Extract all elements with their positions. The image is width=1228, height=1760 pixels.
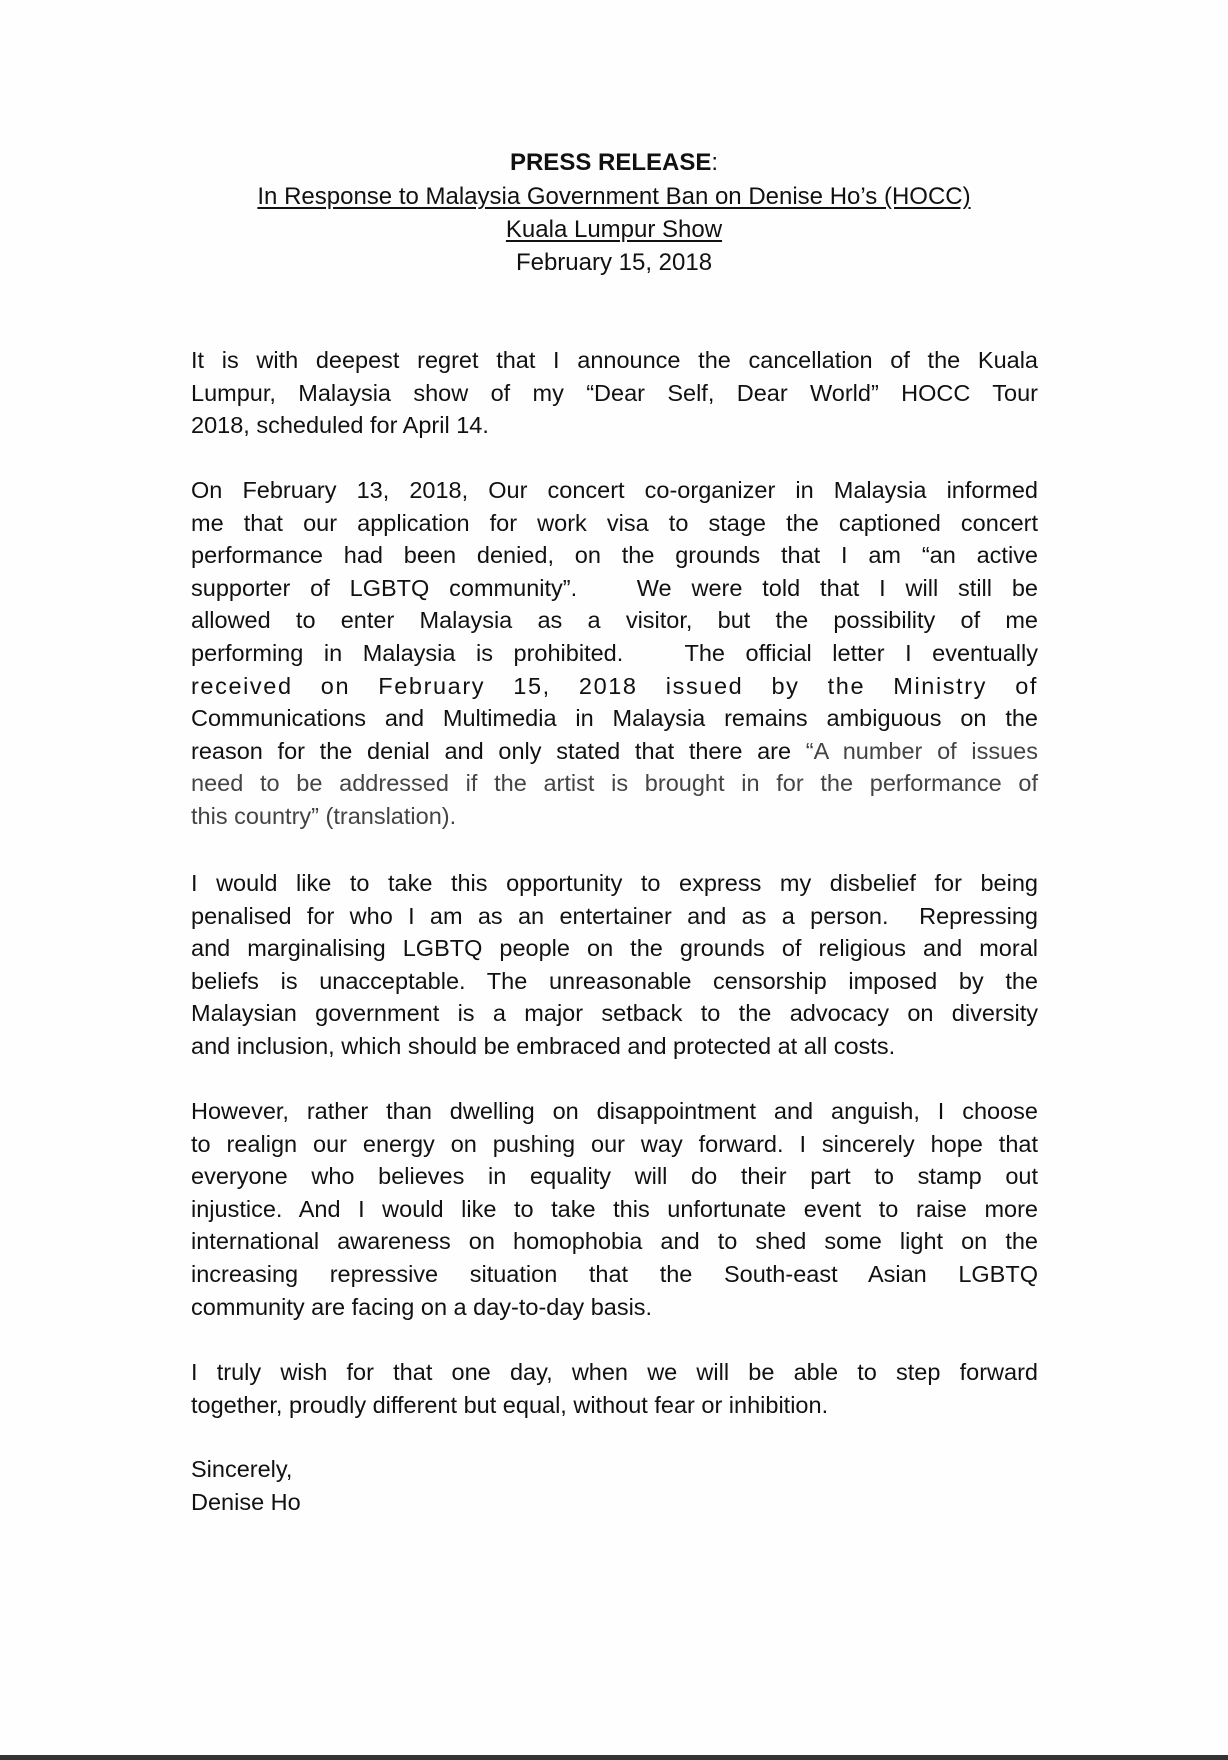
quoted-text-line: need to be addressed if the artist is brought in for the performance of: [191, 770, 1038, 797]
text-line: to realign our energy on pushing our way forward. I sincerely hope that: [191, 1130, 1038, 1157]
text-line: increasing repressive situation that the South-east Asian LGBTQ: [191, 1260, 1038, 1287]
subtitle-line-2: [0, 213, 1228, 246]
text-line: community are facing on a day-to-day basis.: [191, 1293, 653, 1320]
text-line: received on February 15, 2018 issued by the Ministry of: [191, 672, 1038, 699]
text-line: beliefs is unacceptable. The unreasonable censorship imposed by the: [191, 967, 1038, 994]
quoted-text-line: this country” (translation).: [191, 802, 457, 829]
press-release-title: [0, 146, 1228, 179]
title-text: PRESS RELEASE: [509, 149, 712, 176]
text-line: allowed to enter Malaysia as a visitor, but the possibility of me: [191, 607, 1038, 634]
text-line: However, rather than dwelling on disappointment and anguish, I choose: [191, 1098, 1038, 1124]
bottom-edge-bar: [0, 1755, 1228, 1760]
subtitle-text-2: Kuala Lumpur Show: [505, 216, 723, 243]
text-line: 2018, scheduled for April 14.: [191, 412, 489, 439]
title-colon: :: [711, 149, 719, 176]
text-line: me that our application for work visa to stage the captioned concert: [191, 509, 1038, 536]
paragraph-3: [191, 867, 1038, 1063]
text-line: I would like to take this opportunity to express my disbelief for being: [191, 870, 1038, 896]
text-line: performing in Malaysia is prohibited. The official letter I eventually: [191, 639, 1038, 666]
text-line: Malaysian government is a major setback to the advocacy on diversity: [191, 1000, 1038, 1027]
salutation: Sincerely,: [191, 1456, 293, 1482]
paragraph-1: [191, 344, 1038, 442]
text-line: penalised for who I am as an entertainer and as a person. Repressing: [191, 902, 1038, 929]
subtitle-text-1: In Response to Malaysia Government Ban on Denise Ho’s (HOCC): [257, 183, 971, 210]
text-line: On February 13, 2018, Our concert co-organizer in Malaysia informed: [191, 477, 1038, 503]
text-line: international awareness on homophobia and to shed some light on the: [191, 1228, 1038, 1255]
quoted-text: “A number of issues: [805, 737, 1039, 764]
paragraph-5: [191, 1356, 1038, 1421]
text-line: and inclusion, which should be embraced and protected at all costs.: [191, 1032, 896, 1059]
paragraph-4: [191, 1095, 1038, 1323]
text-line: performance had been denied, on the grounds that I am “an active: [191, 542, 1038, 569]
signature-name: Denise Ho: [191, 1488, 301, 1515]
text-line: and marginalising LGBTQ people on the grounds of religious and moral: [191, 935, 1038, 962]
text-line: [191, 735, 1038, 768]
text-line: I truly wish for that one day, when we will be able to step forward: [191, 1359, 1038, 1385]
text-line: injustice. And I would like to take this unfortunate event to raise more: [191, 1195, 1038, 1222]
text-line: everyone who believes in equality will do their part to stamp out: [191, 1163, 1038, 1190]
closing: [191, 1453, 1038, 1518]
paragraph-2: [191, 474, 1038, 833]
text-line: supporter of LGBTQ community”. We were told that I will still be: [191, 574, 1038, 601]
text-line: Communications and Multimedia in Malaysia remains ambiguous on the: [191, 705, 1038, 732]
release-date: February 15, 2018: [515, 249, 713, 276]
text-line: together, proudly different but equal, without fear or inhibition.: [191, 1391, 829, 1418]
text-line: Lumpur, Malaysia show of my “Dear Self, Dear World” HOCC Tour: [191, 379, 1038, 406]
subtitle-line-1: [0, 180, 1228, 213]
text-segment: reason for the denial and only stated that there are: [191, 737, 792, 764]
text-line: It is with deepest regret that I announce the cancellation of the Kuala: [191, 347, 1038, 373]
